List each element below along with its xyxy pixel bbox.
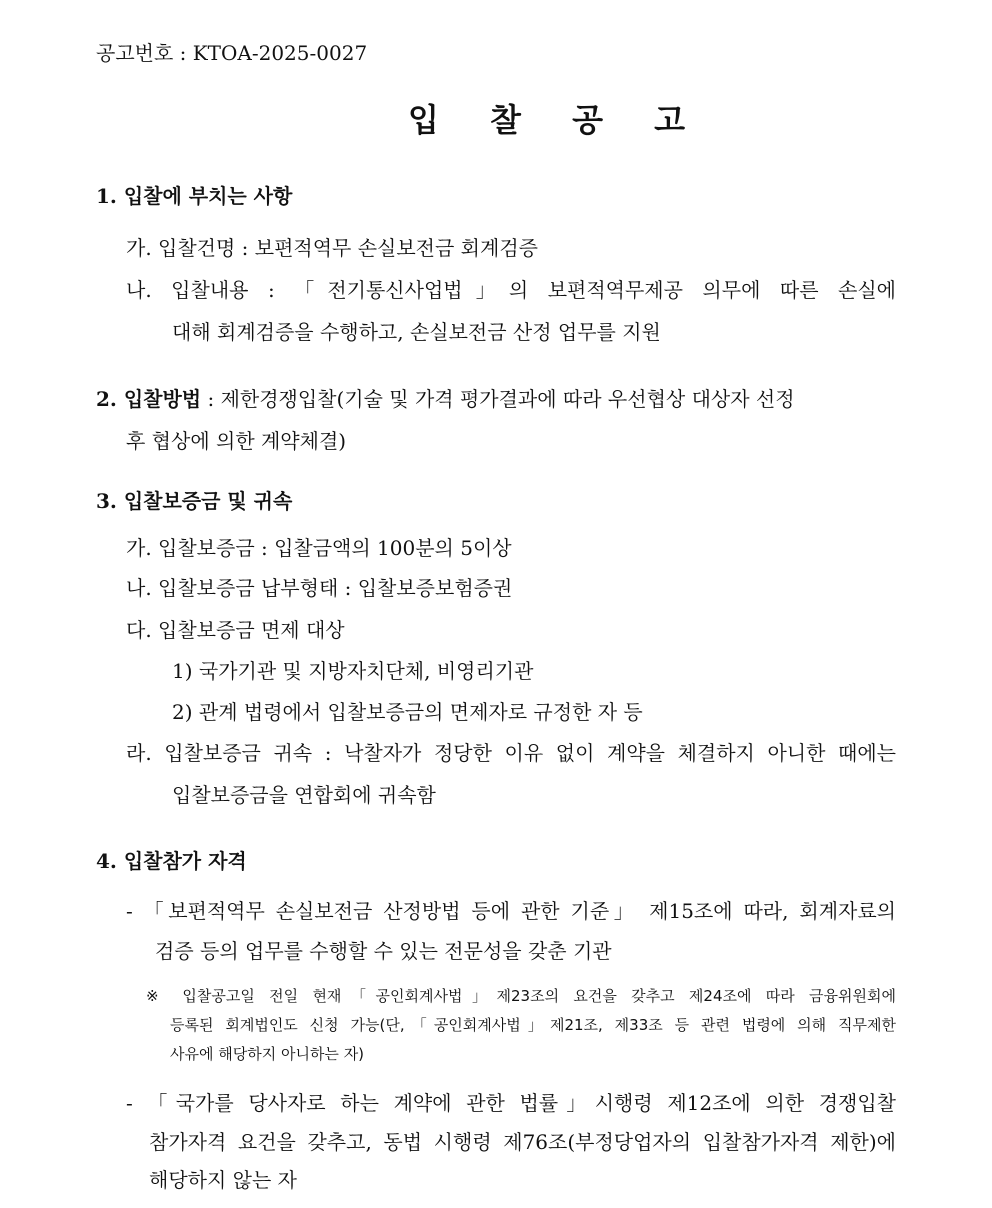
section4-bullet2-line3: 해당하지 않는 자 <box>149 1168 297 1192</box>
section3-item-ga: 가. 입찰보증금 : 입찰금액의 100분의 5이상 <box>126 536 512 560</box>
section2-text-line1: : 제한경쟁입찰(기술 및 가격 평가결과에 따라 우선협상 대상자 선정 <box>207 387 795 411</box>
section4-note-line1: ※ 입찰공고일 전일 현재「공인회계사법」제23조의 요건을 갖추고 제24조에 따라 금융위원회에 <box>146 987 896 1005</box>
notice-number: 공고번호 : KTOA-2025-0027 <box>96 41 368 65</box>
section3-item-da: 다. 입찰보증금 면제 대상 <box>126 618 345 642</box>
section3-heading: 3. 입찰보증금 및 귀속 <box>96 489 293 513</box>
section2-text-line2: 후 협상에 의한 계약체결) <box>126 429 347 453</box>
section4-note-line3: 사유에 해당하지 아니하는 자) <box>170 1045 365 1063</box>
section2-line1 <box>96 385 896 413</box>
page-title: 입 찰 공 고 <box>408 101 706 139</box>
section4-bullet1-line1: - 「보편적역무 손실보전금 산정방법 등에 관한 기준」 제15조에 따라, 회계자료의 <box>126 899 896 923</box>
section4-bullet1-line2: 검증 등의 업무를 수행할 수 있는 전문성을 갖춘 기관 <box>155 939 612 963</box>
section4-note-line2: 등록된 회계법인도 신청 가능(단,「공인회계사법」제21조, 제33조 등 관련 법령에 의해 직무제한 <box>170 1016 896 1034</box>
section4-bullet2-line1: - 「국가를 당사자로 하는 계약에 관한 법률」시행령 제12조에 의한 경쟁입찰 <box>126 1091 896 1115</box>
section3-item-na: 나. 입찰보증금 납부형태 : 입찰보증보험증권 <box>126 576 513 600</box>
section1-item-na-line2: 대해 회계검증을 수행하고, 손실보전금 산정 업무를 지원 <box>172 320 661 344</box>
section3-item-ra-line2: 입찰보증금을 연합회에 귀속함 <box>172 783 436 807</box>
section2-heading: 2. 입찰방법 <box>96 387 202 411</box>
section1-item-na-line1: 나. 입찰내용 : 「전기통신사업법」의 보편적역무제공 의무에 따른 손실에 <box>126 278 896 302</box>
section4-bullet2-line2: 참가자격 요건을 갖추고, 동법 시행령 제76조(부정당업자의 입찰참가자격 제한)에 <box>149 1130 896 1154</box>
section3-item-ra-line1: 라. 입찰보증금 귀속 : 낙찰자가 정당한 이유 없이 계약을 체결하지 아니한 때에는 <box>126 741 896 765</box>
section1-item-ga: 가. 입찰건명 : 보편적역무 손실보전금 회계검증 <box>126 236 538 260</box>
section3-sub1: 1) 국가기관 및 지방자치단체, 비영리기관 <box>172 659 534 683</box>
section3-sub2: 2) 관계 법령에서 입찰보증금의 면제자로 규정한 자 등 <box>172 700 643 724</box>
section1-heading: 1. 입찰에 부치는 사항 <box>96 184 293 208</box>
section4-heading: 4. 입찰참가 자격 <box>96 849 247 873</box>
